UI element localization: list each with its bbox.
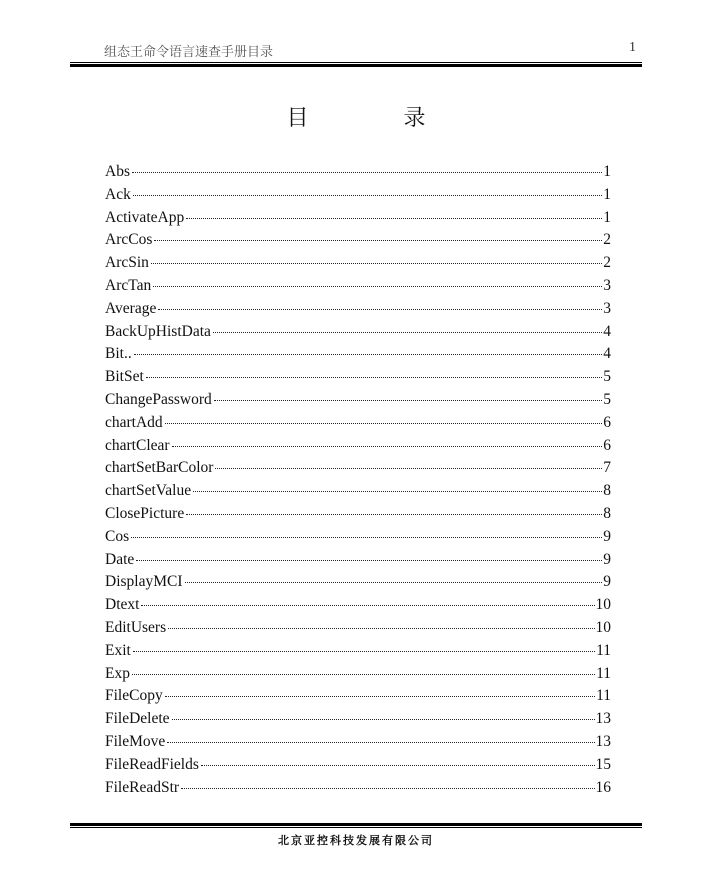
toc-row[interactable] bbox=[105, 777, 611, 800]
toc-row[interactable] bbox=[105, 617, 611, 640]
dot-leader bbox=[167, 742, 594, 743]
header-title: 组态王命令语言速查手册目录 bbox=[104, 45, 274, 60]
toc-page-number: 13 bbox=[595, 710, 611, 728]
toc-entry[interactable]: Exp bbox=[105, 664, 130, 682]
toc-entry[interactable]: ClosePicture bbox=[105, 504, 185, 522]
toc-entry[interactable]: FileReadStr bbox=[105, 778, 180, 796]
toc-row[interactable] bbox=[105, 366, 611, 389]
dot-leader bbox=[215, 468, 602, 469]
toc-entry[interactable]: ArcCos bbox=[105, 231, 153, 249]
dot-leader bbox=[133, 651, 595, 652]
dot-leader bbox=[165, 423, 603, 424]
toc-entry[interactable]: FileCopy bbox=[105, 687, 163, 705]
toc-page-number: 11 bbox=[596, 664, 611, 682]
toc-entry[interactable]: BitSet bbox=[105, 368, 144, 386]
toc-row[interactable] bbox=[105, 229, 611, 252]
toc-page-number: 5 bbox=[603, 368, 611, 386]
toc-row[interactable] bbox=[105, 480, 611, 503]
toc-page-number: 7 bbox=[603, 459, 611, 477]
toc-entry[interactable]: Abs bbox=[105, 163, 130, 180]
toc-page-number: 15 bbox=[595, 755, 611, 773]
toc-page-number: 10 bbox=[595, 596, 611, 614]
toc-page-number: 4 bbox=[603, 345, 611, 363]
dot-leader bbox=[165, 696, 595, 697]
toc-row[interactable] bbox=[105, 435, 611, 458]
toc-page-number: 9 bbox=[603, 527, 611, 545]
toc-entry[interactable]: Cos bbox=[105, 527, 130, 545]
toc-entry[interactable]: Average bbox=[105, 299, 157, 317]
toc-row[interactable] bbox=[105, 663, 611, 686]
toc-page-number: 4 bbox=[603, 322, 611, 340]
toc-entry[interactable]: EditUsers bbox=[105, 618, 167, 636]
toc-row[interactable] bbox=[105, 526, 611, 549]
toc-entry[interactable]: ArcSin bbox=[105, 254, 149, 272]
toc-page-number: 1 bbox=[603, 163, 611, 180]
toc-entry[interactable]: FileMove bbox=[105, 732, 166, 750]
toc-entry[interactable]: chartClear bbox=[105, 436, 170, 454]
toc-entry[interactable]: FileDelete bbox=[105, 710, 170, 728]
toc-page-number: 11 bbox=[596, 641, 611, 659]
toc-page-number: 9 bbox=[603, 550, 611, 568]
toc-heading: 目 录 bbox=[286, 106, 470, 131]
toc-entry[interactable]: ActivateApp bbox=[105, 208, 185, 226]
dot-leader bbox=[201, 765, 595, 766]
toc-entry[interactable]: BackUpHistData bbox=[105, 322, 211, 340]
toc-row[interactable] bbox=[105, 161, 611, 184]
toc-row[interactable] bbox=[105, 708, 611, 731]
dot-leader bbox=[141, 605, 594, 606]
dot-leader bbox=[193, 491, 602, 492]
toc-row[interactable] bbox=[105, 754, 611, 777]
footer-rule-thick bbox=[70, 823, 642, 826]
toc-page-number: 6 bbox=[603, 413, 611, 431]
toc-row[interactable] bbox=[105, 343, 611, 366]
toc-page-number: 5 bbox=[603, 390, 611, 408]
dot-leader bbox=[185, 582, 603, 583]
toc-row[interactable] bbox=[105, 412, 611, 435]
toc-row[interactable] bbox=[105, 298, 611, 321]
toc-page-number: 1 bbox=[603, 208, 611, 226]
dot-leader bbox=[186, 514, 602, 515]
toc-page-number: 8 bbox=[603, 482, 611, 500]
dot-leader bbox=[154, 240, 602, 241]
toc-row[interactable] bbox=[105, 207, 611, 230]
dot-leader bbox=[214, 400, 602, 401]
toc-row[interactable] bbox=[105, 594, 611, 617]
toc-entry[interactable]: Ack bbox=[105, 185, 131, 203]
toc-row[interactable] bbox=[105, 321, 611, 344]
toc-page-number: 10 bbox=[595, 618, 611, 636]
dot-leader bbox=[172, 446, 603, 447]
toc-entry[interactable]: DisplayMCI bbox=[105, 573, 183, 591]
dot-leader bbox=[151, 263, 602, 264]
toc-page-number: 2 bbox=[603, 231, 611, 249]
toc-page-number: 2 bbox=[603, 254, 611, 272]
toc-page-number: 6 bbox=[603, 436, 611, 454]
toc-entry[interactable]: ArcTan bbox=[105, 276, 152, 294]
header-rule-thin bbox=[70, 62, 642, 63]
dot-leader bbox=[132, 674, 595, 675]
toc-list bbox=[105, 161, 611, 799]
toc-page-number: 13 bbox=[595, 732, 611, 750]
toc-page-number: 16 bbox=[595, 778, 611, 796]
dot-leader bbox=[133, 195, 602, 196]
toc-entry[interactable]: Dtext bbox=[105, 596, 140, 614]
dot-leader bbox=[134, 354, 603, 355]
toc-entry[interactable]: Date bbox=[105, 550, 135, 568]
header-rule-thick bbox=[70, 64, 642, 67]
toc-page-number: 3 bbox=[603, 299, 611, 317]
dot-leader bbox=[186, 218, 602, 219]
toc-row[interactable] bbox=[105, 457, 611, 480]
toc-entry[interactable]: chartSetBarColor bbox=[105, 459, 214, 477]
toc-row[interactable] bbox=[105, 503, 611, 526]
dot-leader bbox=[181, 788, 594, 789]
toc-page-number: 11 bbox=[596, 687, 611, 705]
toc-entry[interactable]: FileReadFields bbox=[105, 755, 199, 773]
dot-leader bbox=[146, 377, 602, 378]
toc-page-number: 8 bbox=[603, 504, 611, 522]
dot-leader bbox=[172, 719, 595, 720]
footer-rule-thin bbox=[70, 827, 642, 828]
toc-row[interactable] bbox=[105, 571, 611, 594]
toc-row[interactable] bbox=[105, 731, 611, 754]
toc-page-number: 1 bbox=[603, 185, 611, 203]
dot-leader bbox=[158, 309, 602, 310]
footer-company: 北京亚控科技发展有限公司 bbox=[278, 834, 434, 847]
toc-entry[interactable]: Exit bbox=[105, 641, 131, 659]
toc-page-number: 3 bbox=[603, 276, 611, 294]
dot-leader bbox=[136, 560, 602, 561]
toc-row[interactable] bbox=[105, 640, 611, 663]
toc-row[interactable] bbox=[105, 184, 611, 207]
dot-leader bbox=[153, 286, 602, 287]
toc-page-number: 9 bbox=[603, 573, 611, 591]
dot-leader bbox=[168, 628, 594, 629]
toc-row[interactable] bbox=[105, 252, 611, 275]
toc-row[interactable] bbox=[105, 549, 611, 572]
toc-entry[interactable]: ChangePassword bbox=[105, 390, 212, 408]
toc-entry[interactable]: chartAdd bbox=[105, 413, 163, 431]
toc-entry[interactable]: Bit.. bbox=[105, 345, 132, 363]
toc-row[interactable] bbox=[105, 275, 611, 298]
dot-leader bbox=[131, 537, 602, 538]
dot-leader bbox=[213, 332, 602, 333]
toc-row[interactable] bbox=[105, 389, 611, 412]
dot-leader bbox=[132, 172, 602, 173]
toc-row[interactable] bbox=[105, 685, 611, 708]
toc-entry[interactable]: chartSetValue bbox=[105, 482, 192, 500]
page-number: 1 bbox=[629, 40, 636, 55]
